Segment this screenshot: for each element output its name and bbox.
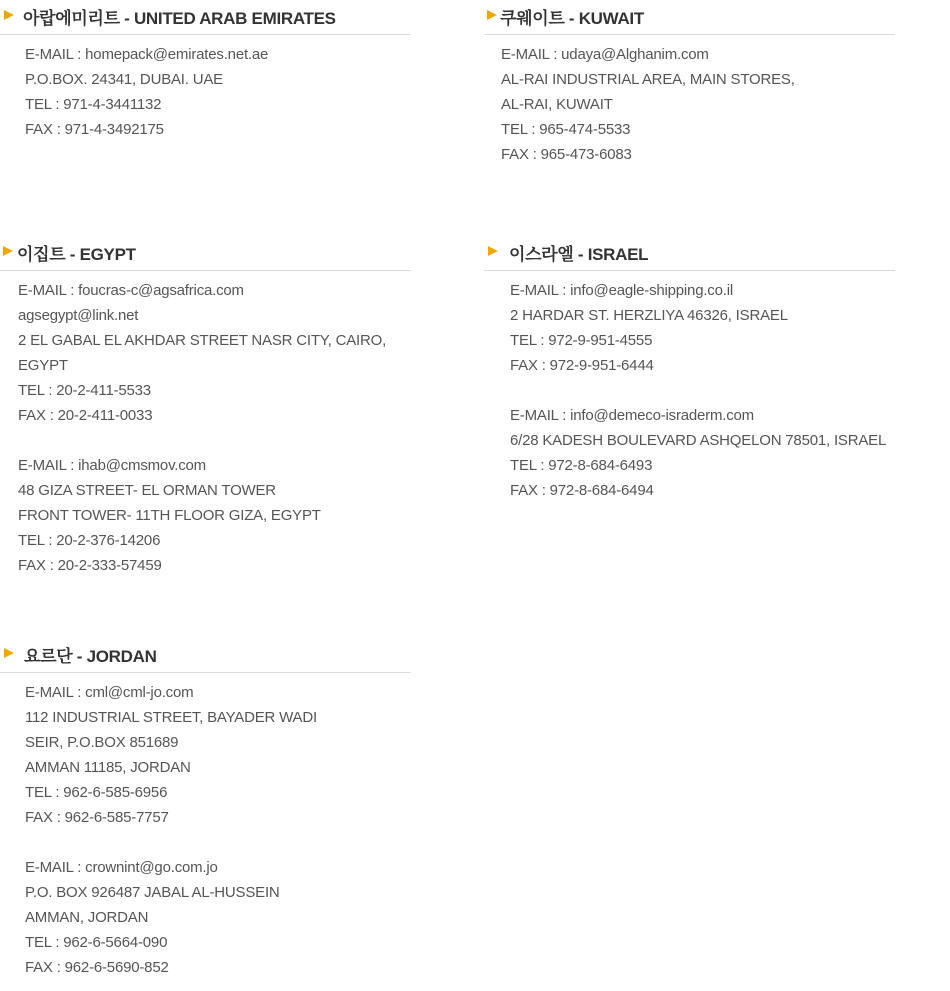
tel-line: TEL : 972-8-684-6493 [510, 457, 653, 474]
fax-line: FAX : 972-8-684-6494 [510, 482, 654, 499]
email-line: agsegypt@link.net [18, 307, 139, 324]
address-line: 112 INDUSTRIAL STREET, BAYADER WADI [25, 709, 317, 726]
section-heading [484, 0, 895, 35]
arrow-bullet-icon [4, 10, 14, 20]
address-line: AL-RAI INDUSTRIAL AREA, MAIN STORES, [501, 71, 795, 88]
email-line: E-MAIL : info@demeco-israderm.com [510, 407, 754, 424]
arrow-bullet-icon [3, 246, 13, 256]
contact-block [25, 42, 436, 142]
tel-line: TEL : 972-9-951-4555 [510, 332, 653, 349]
tel-line: TEL : 965-474-5533 [501, 121, 631, 138]
country-title: 아랍에미리트 - UNITED ARAB EMIRATES [23, 9, 336, 28]
address-line: AMMAN, JORDAN [25, 909, 149, 926]
address-line: 2 HARDAR ST. HERZLIYA 46326, ISRAEL [510, 307, 788, 324]
section-heading [0, 236, 411, 271]
email-line: E-MAIL : homepack@emirates.net.ae [25, 46, 269, 63]
section-heading [0, 0, 411, 35]
tel-line: TEL : 962-6-5664-090 [25, 934, 168, 951]
section-uae [0, 0, 411, 142]
email-line: E-MAIL : info@eagle-shipping.co.il [510, 282, 733, 299]
tel-line: TEL : 962-6-585-6956 [25, 784, 168, 801]
contact-block [510, 278, 921, 503]
contact-block [25, 680, 436, 980]
fax-line: FAX : 962-6-5690-852 [25, 959, 169, 976]
email-line: E-MAIL : cml@cml-jo.com [25, 684, 194, 701]
address-line: P.O. BOX 926487 JABAL AL-HUSSEIN [25, 884, 280, 901]
country-title: 쿠웨이트 - KUWAIT [500, 9, 644, 28]
section-jordan [0, 638, 411, 980]
address-line: 6/28 KADESH BOULEVARD ASHQELON 78501, ISRAEL [510, 432, 887, 449]
address-line: 2 EL GABAL EL AKHDAR STREET NASR CITY, CAIRO, [18, 332, 387, 349]
arrow-bullet-icon [4, 648, 14, 658]
contact-block [18, 278, 429, 578]
email-line: E-MAIL : foucras-c@agsafrica.com [18, 282, 244, 299]
section-egypt [0, 236, 411, 578]
contact-block [501, 42, 912, 167]
country-title: 요르단 - JORDAN [24, 647, 157, 666]
section-heading [484, 236, 895, 271]
address-line: 48 GIZA STREET- EL ORMAN TOWER [18, 482, 276, 499]
country-title: 이스라엘 - ISRAEL [509, 245, 649, 264]
fax-line: FAX : 20-2-411-0033 [18, 407, 153, 424]
tel-line: TEL : 20-2-376-14206 [18, 532, 161, 549]
fax-line: FAX : 20-2-333-57459 [18, 557, 162, 574]
email-line: E-MAIL : udaya@Alghanim.com [501, 46, 709, 63]
fax-line: FAX : 972-9-951-6444 [510, 357, 654, 374]
section-kuwait [484, 0, 895, 167]
section-heading [0, 638, 411, 673]
country-title: 이집트 - EGYPT [17, 245, 136, 264]
address-line: EGYPT [18, 357, 68, 374]
tel-line: TEL : 971-4-3441132 [25, 96, 162, 113]
tel-line: TEL : 20-2-411-5533 [18, 382, 151, 399]
section-israel [484, 236, 895, 503]
arrow-bullet-icon [487, 10, 497, 20]
arrow-bullet-icon [488, 246, 498, 256]
email-line: E-MAIL : crownint@go.com.jo [25, 859, 218, 876]
fax-line: FAX : 962-6-585-7757 [25, 809, 169, 826]
email-line: E-MAIL : ihab@cmsmov.com [18, 457, 206, 474]
fax-line: FAX : 965-473-6083 [501, 146, 632, 163]
address-line: AL-RAI, KUWAIT [501, 96, 613, 113]
address-line: AMMAN 11185, JORDAN [25, 759, 191, 776]
fax-line: FAX : 971-4-3492175 [25, 121, 164, 138]
address-line: SEIR, P.O.BOX 851689 [25, 734, 179, 751]
address-line: FRONT TOWER- 11TH FLOOR GIZA, EGYPT [18, 507, 321, 524]
address-line: P.O.BOX. 24341, DUBAI. UAE [25, 71, 223, 88]
